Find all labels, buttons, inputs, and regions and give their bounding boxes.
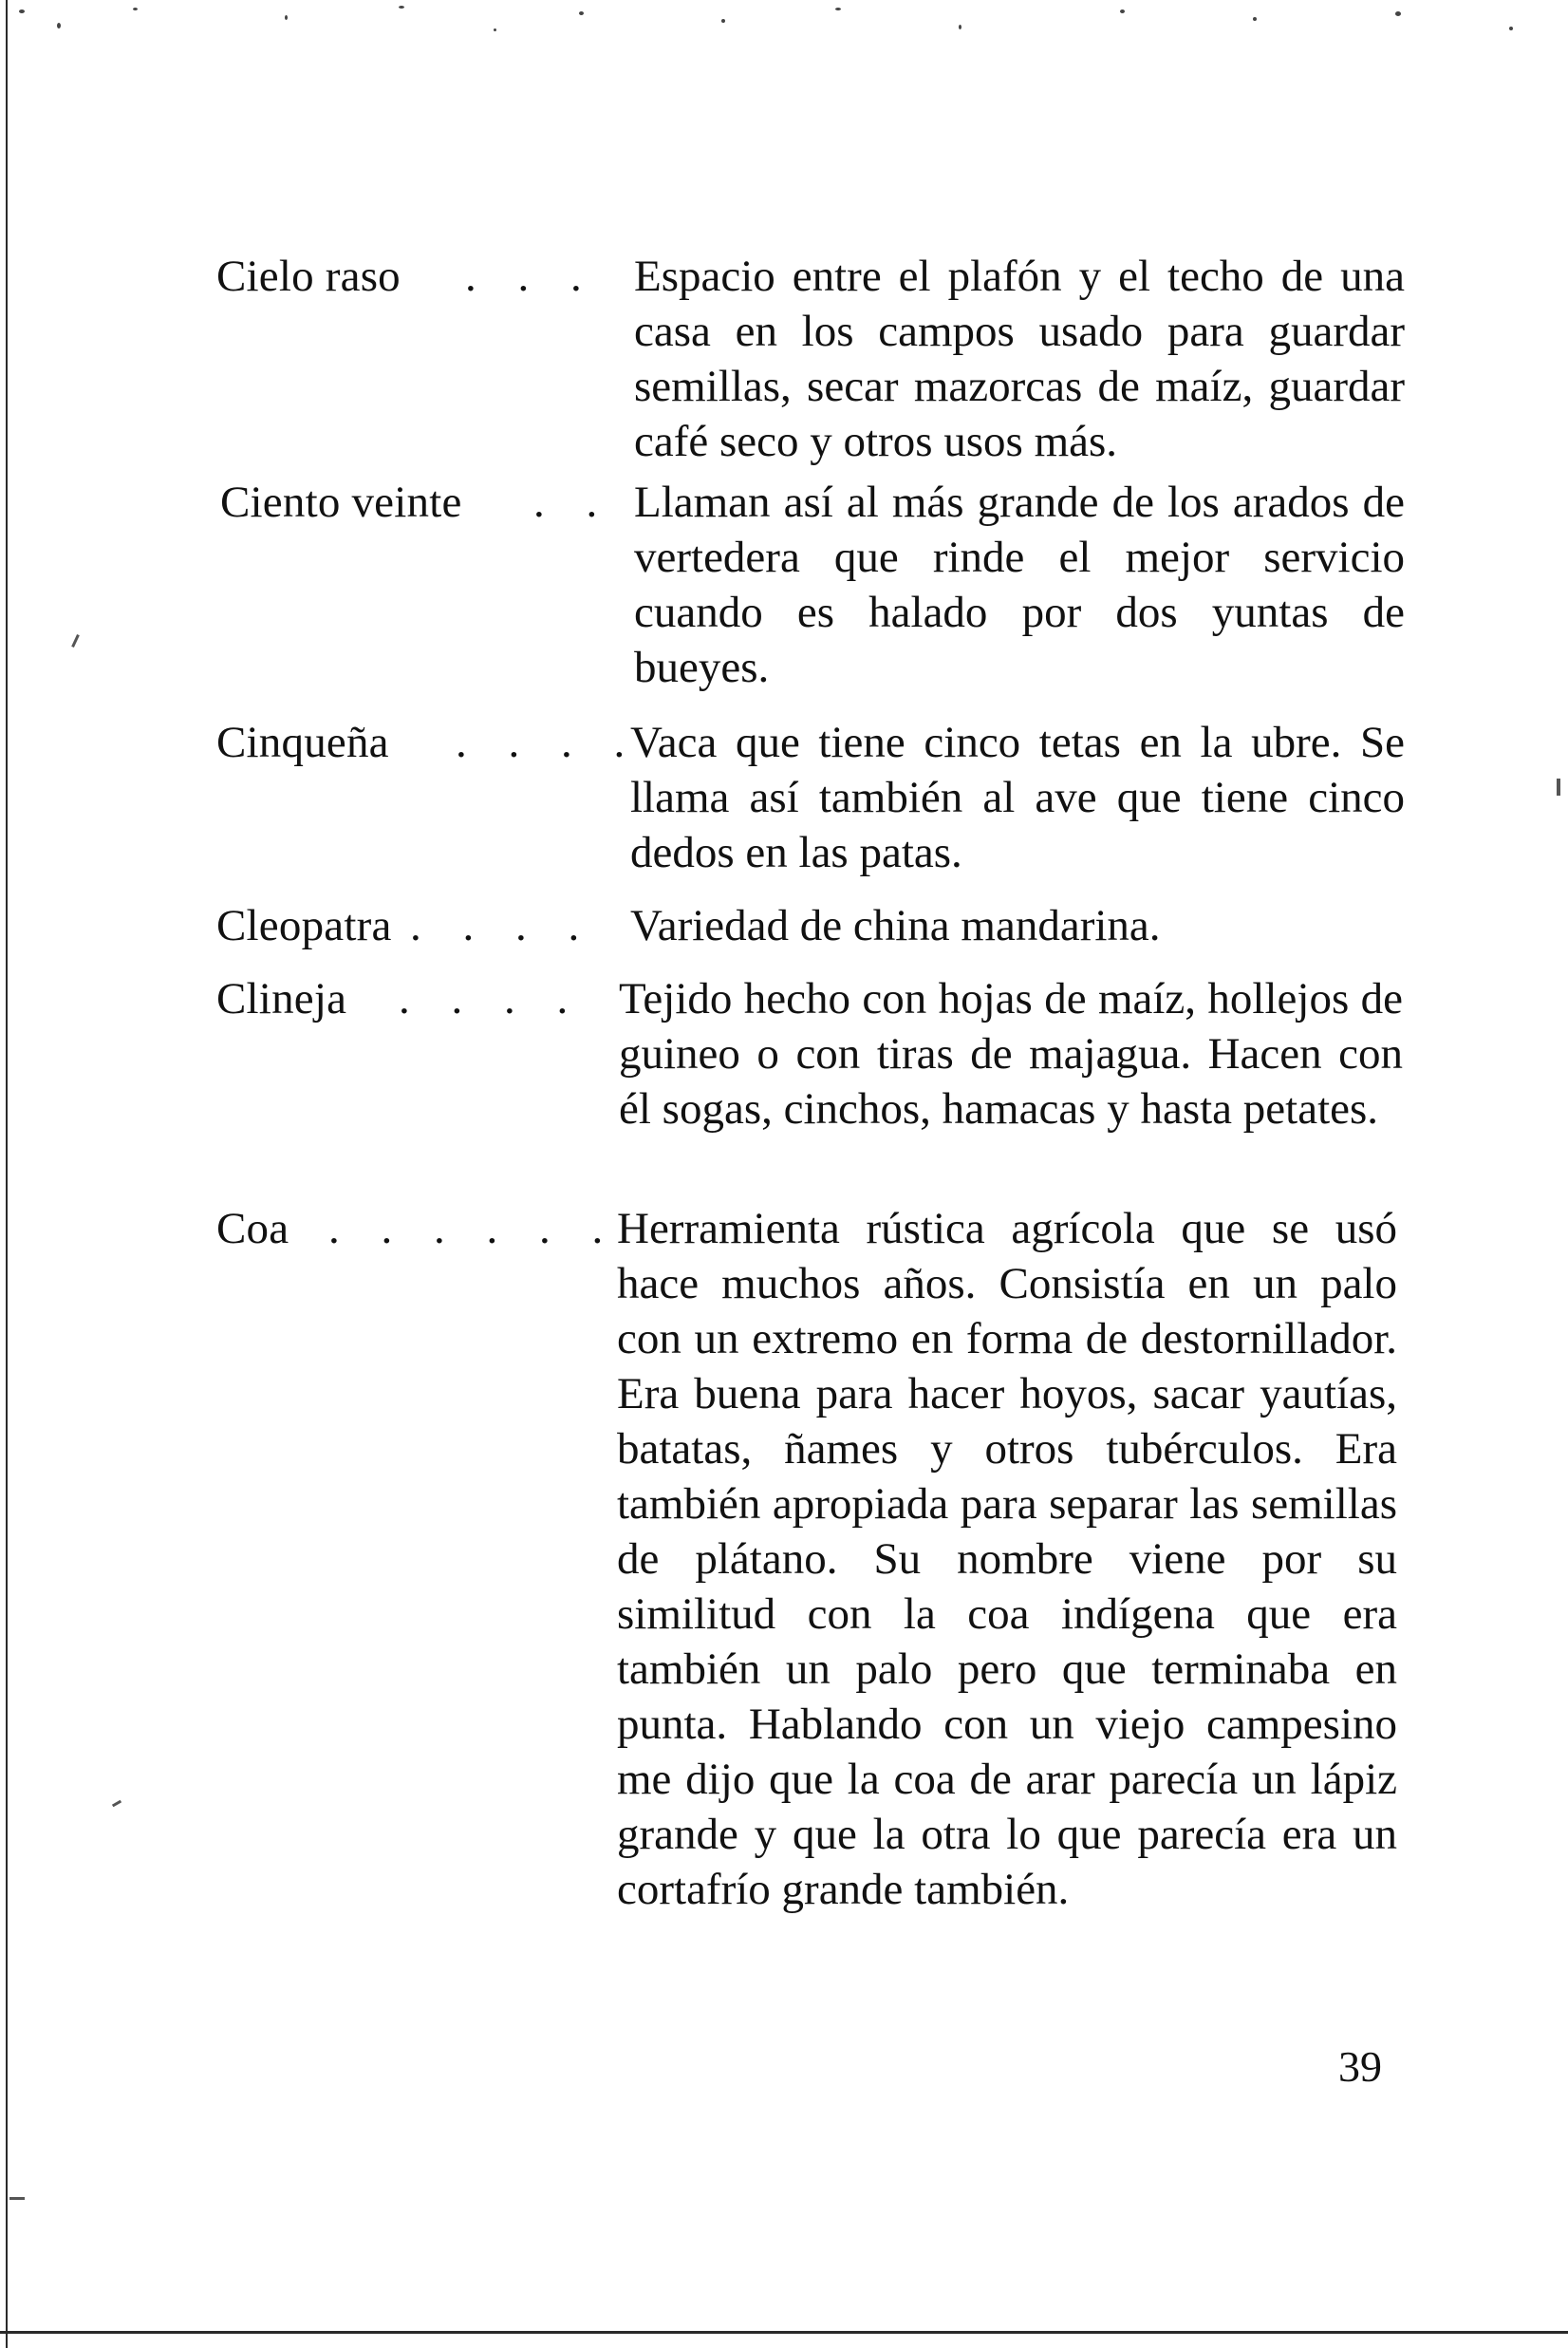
entry-definition: Vaca que tiene cinco tetas en la ubre. Se llama así también al ave que tiene cinco dedos en las patas. [630,718,1405,877]
margin-mark [1557,779,1560,796]
entry-leader-dots: . . . . [410,901,595,950]
entry-definition: Tejido hecho con hojas de maíz, hollejos de guineo o con tiras de majagua. Hacen con él sogas, cinchos, hamacas y hasta petates. [619,974,1403,1134]
entry-leader-dots: . . . . [399,974,584,1024]
entry-term: Coa [216,1204,289,1253]
entry-term: Cielo raso [216,252,401,301]
page-number: 39 [1338,2042,1382,2091]
entry-term: Clineja [216,974,347,1024]
entry-definition: Llaman así al más grande de los arados de vertedera que rinde el mejor servicio cuando es halado por dos yuntas de bueyes. [634,478,1405,692]
entry-term: Ciento veinte [220,478,462,527]
entry-term: Cinqueña [216,718,389,767]
entry-leader-dots: . . . . [456,718,641,767]
entry-leader-dots: . . [533,478,613,527]
entry-leader-dots: . . . . . . [328,1204,619,1253]
entry-leader-dots: . . . [465,252,597,301]
entry-definition: Variedad de china mandarina. [630,901,1161,950]
margin-mark [9,2197,25,2200]
entry-term: Cleopatra [216,901,392,950]
entry-definition: Espacio entre el plafón y el techo de una casa en los campos usado para guardar semillas, secar mazorcas de maíz, guardar café seco y otros usos más. [634,252,1405,466]
entry-definition: Herramienta rústica agrícola que se usó hace muchos años. Consistía en un palo con un extremo en forma de destornillador. Era buena para hacer hoyos, sacar yautías, batatas, ñames y otros tubérculos. Era también apropiada para separar las semillas de plátano. Su nombre viene por su similitud con la coa indígena que era también un palo pero que terminaba en punta. Hablando con un viejo campesino me dijo que la coa de arar parecía un lápiz grande y que la otra lo que parecía era un cortafrío grande también. [617,1204,1397,1914]
